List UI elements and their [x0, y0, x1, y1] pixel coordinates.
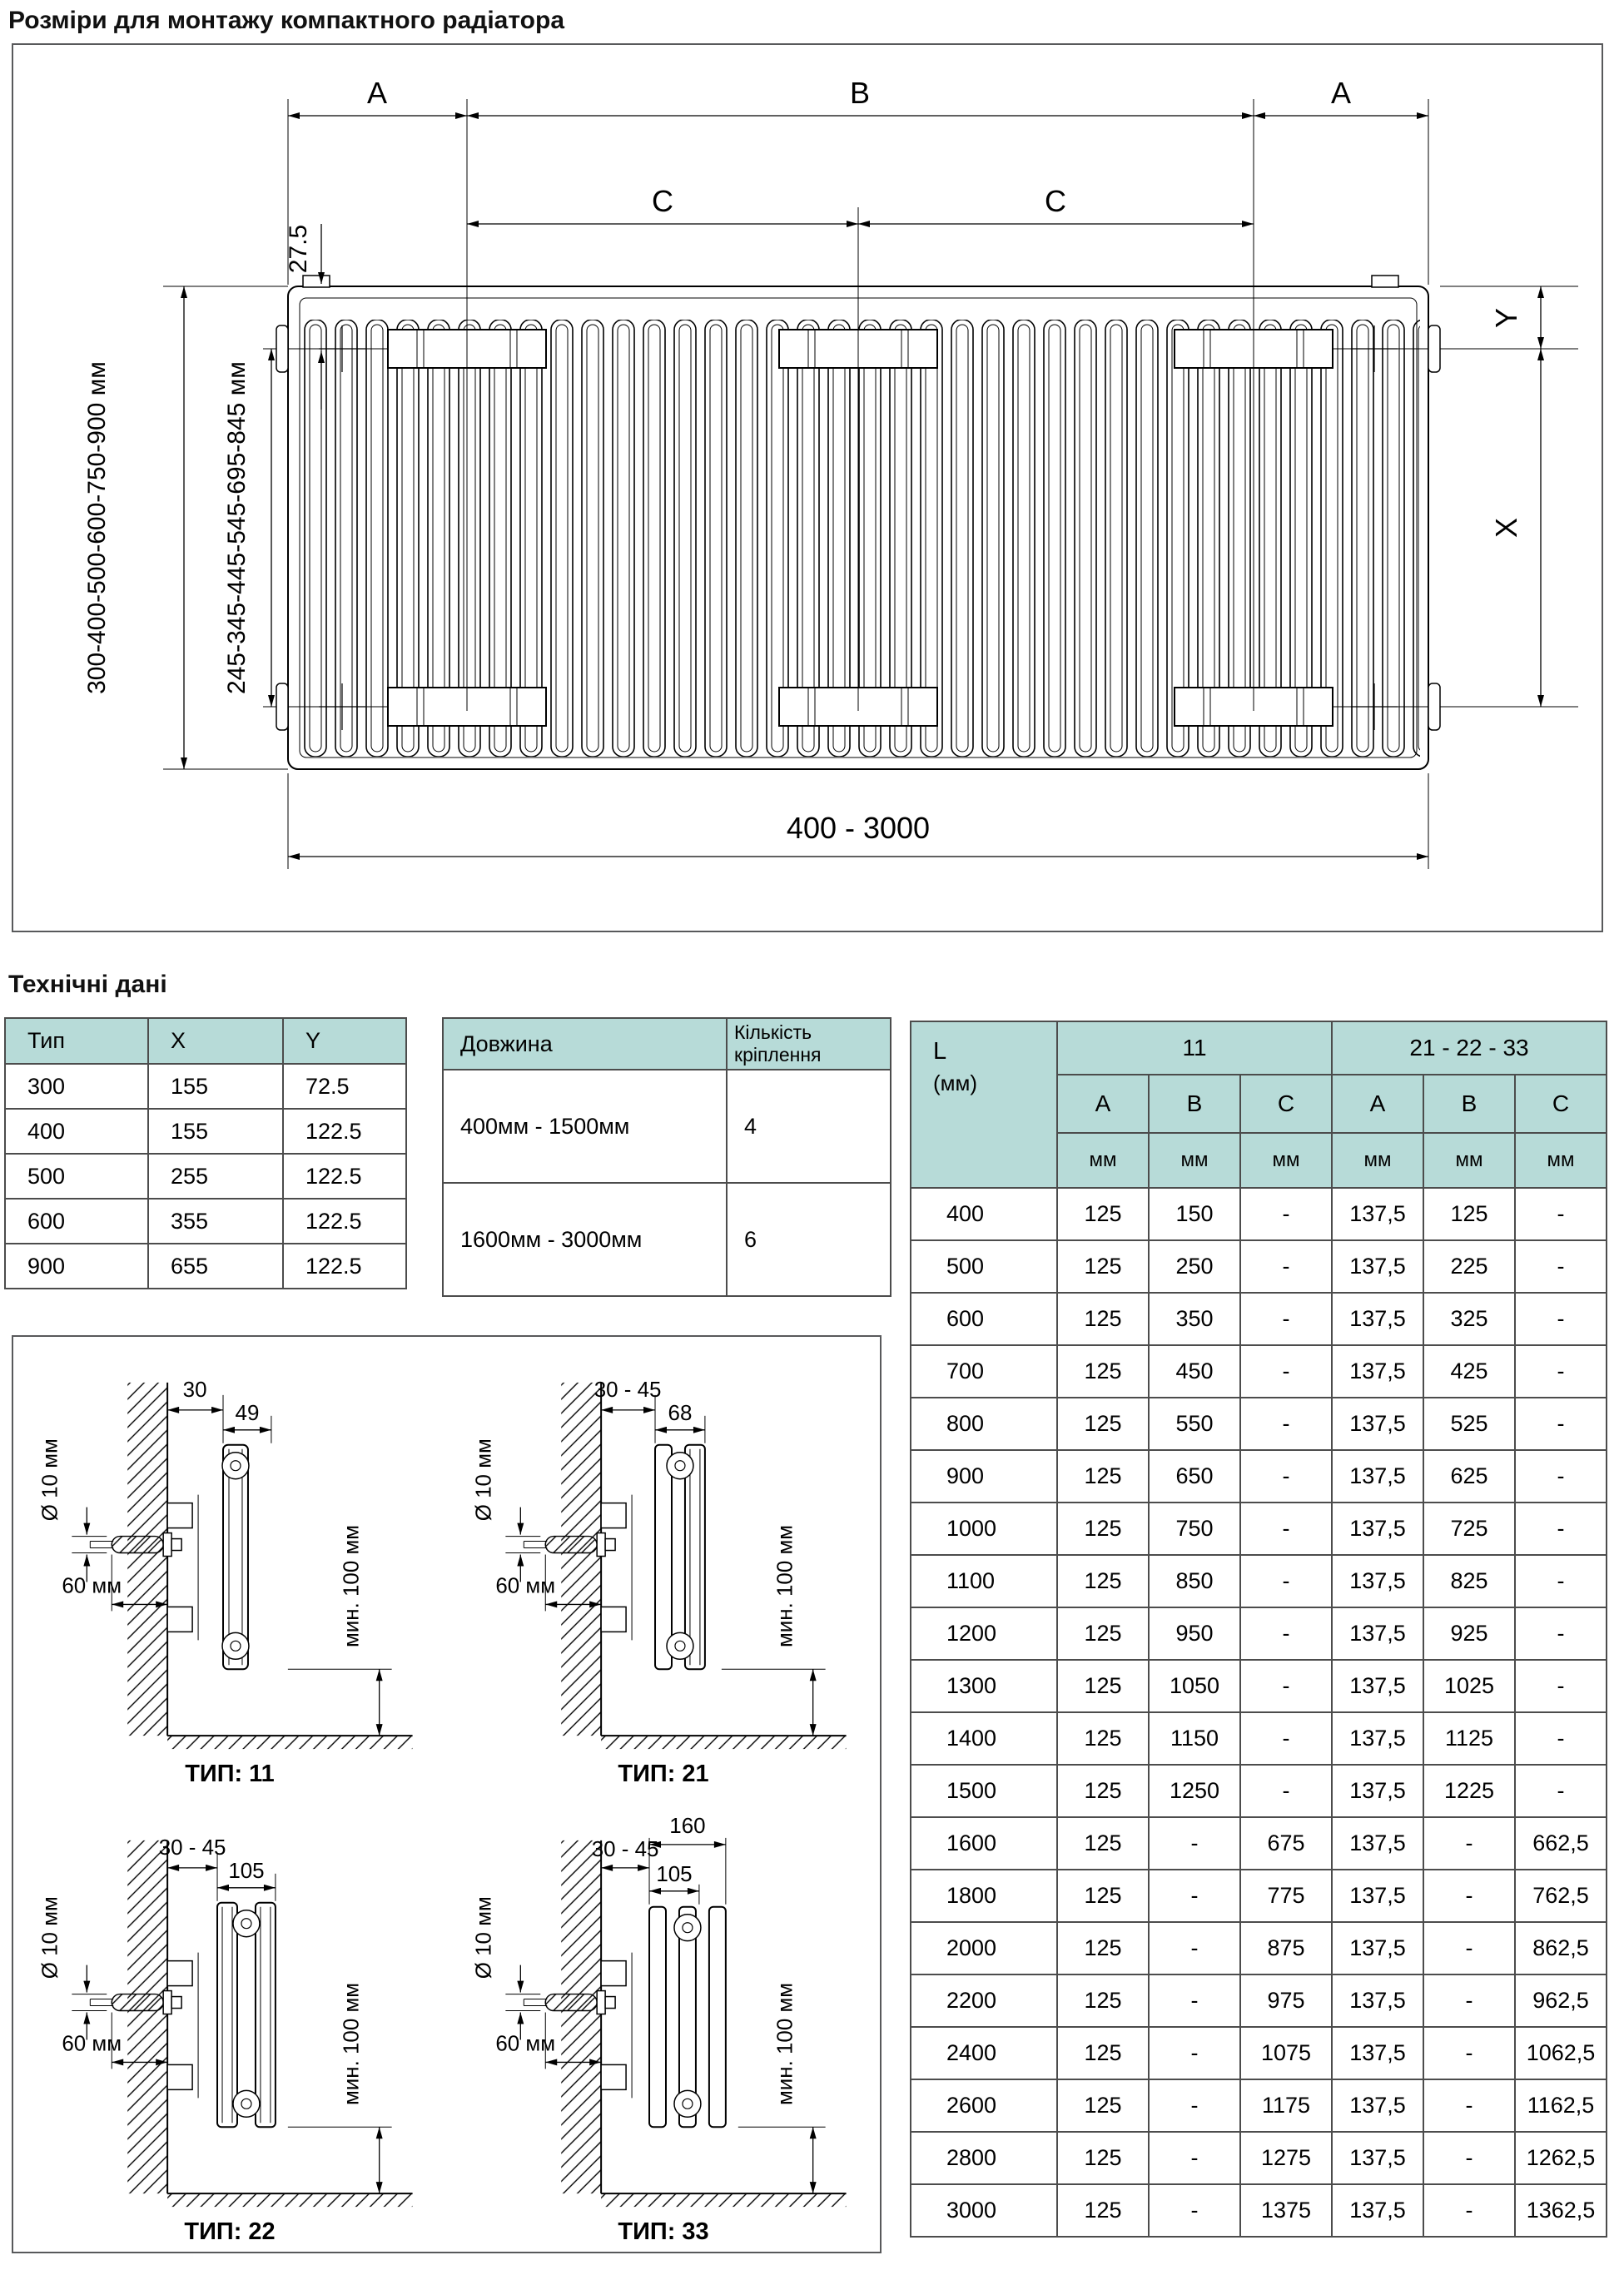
cell: - [1149, 1974, 1240, 2027]
cell: 137,5 [1332, 1240, 1423, 1293]
table-row [911, 1870, 1607, 1922]
cell: 155 [148, 1064, 283, 1109]
radiator-dimension-drawing [12, 43, 1603, 932]
cell: 950 [1149, 1607, 1240, 1660]
anchor-depth-label: 60 мм [62, 1574, 122, 1598]
cell: 1125 [1423, 1712, 1515, 1765]
depth-label: 160 [668, 1814, 706, 1838]
unit-mm: мм [1332, 1133, 1423, 1188]
cell: 1000 [911, 1503, 1057, 1555]
table-row [911, 1817, 1607, 1870]
col-b2: B [1423, 1075, 1515, 1133]
dim-height-range [83, 286, 184, 769]
cell: 1275 [1240, 2132, 1332, 2184]
table-row [911, 1922, 1607, 1974]
cell: 137,5 [1332, 1293, 1423, 1345]
cell: - [1515, 1712, 1607, 1765]
cell: 6 [727, 1183, 891, 1296]
table-row [911, 1974, 1607, 2027]
cell: 1062,5 [1515, 2027, 1607, 2079]
cell: 155 [148, 1109, 283, 1154]
cell: - [1515, 1398, 1607, 1450]
cell: 1162,5 [1515, 2079, 1607, 2132]
group-header-row [911, 1021, 1607, 1075]
cell: 125 [1057, 2027, 1149, 2079]
cell: 1400 [911, 1712, 1057, 1765]
cell: 125 [1057, 1974, 1149, 2027]
section-title-tech-data: Технічні дані [8, 971, 167, 998]
group-header-11: 11 [1057, 1021, 1332, 1075]
cell: 137,5 [1332, 2027, 1423, 2079]
cell: - [1515, 1345, 1607, 1398]
cell: 137,5 [1332, 1607, 1423, 1660]
cell: 925 [1423, 1607, 1515, 1660]
cell: 137,5 [1332, 1398, 1423, 1450]
cell: 225 [1423, 1240, 1515, 1293]
cell: 125 [1057, 1503, 1149, 1555]
type-label: ТИП: 21 [617, 1761, 709, 1788]
floor-clearance-label: мин. 100 мм [340, 1982, 364, 2105]
unit-mm: мм [1240, 1133, 1332, 1188]
table-row [5, 1109, 406, 1154]
col-header-fixings: Кількість кріплення [727, 1018, 891, 1070]
col-header-l [911, 1021, 1057, 1188]
fixing-count-table [442, 1017, 891, 1297]
cell: 1250 [1149, 1765, 1240, 1817]
cell: - [1423, 1922, 1515, 1974]
cell: 125 [1057, 1345, 1149, 1398]
table-row [911, 1398, 1607, 1450]
cell: - [1149, 1922, 1240, 1974]
cell: 137,5 [1332, 1974, 1423, 2027]
cell: 125 [1057, 1450, 1149, 1503]
cell: 72.5 [283, 1064, 406, 1109]
dim-label-c-left: C [652, 184, 673, 218]
radiator-front-view [13, 45, 1602, 931]
table-row [911, 1660, 1607, 1712]
table-row [911, 2079, 1607, 2132]
cell: - [1240, 1188, 1332, 1240]
cell: 137,5 [1332, 1712, 1423, 1765]
cell: 400мм - 1500мм [443, 1070, 727, 1183]
cell: 962,5 [1515, 1974, 1607, 2027]
cell: 3000 [911, 2184, 1057, 2237]
cell: - [1149, 2079, 1240, 2132]
cell: - [1240, 1660, 1332, 1712]
cell: - [1515, 1240, 1607, 1293]
cell: 825 [1423, 1555, 1515, 1607]
col-header-y: Y [283, 1018, 406, 1064]
cell: - [1240, 1240, 1332, 1293]
table-row [911, 1503, 1607, 1555]
cell: 975 [1240, 1974, 1332, 2027]
l-dimension-table [910, 1021, 1607, 2238]
cell: 1800 [911, 1870, 1057, 1922]
dim-label-a-right: A [1330, 76, 1352, 110]
fixing-table-body [443, 1070, 891, 1296]
cell: 255 [148, 1154, 283, 1199]
table-row [5, 1199, 406, 1244]
radiator-section [90, 1445, 249, 1670]
cell: - [1515, 1503, 1607, 1555]
wall [561, 1383, 846, 1749]
cell: - [1515, 1765, 1607, 1817]
cell: 1225 [1423, 1765, 1515, 1817]
cell: 875 [1240, 1922, 1332, 1974]
cell: 600 [911, 1293, 1057, 1345]
cell: 675 [1240, 1817, 1332, 1870]
cell: 137,5 [1332, 1345, 1423, 1398]
cell: 2400 [911, 2027, 1057, 2079]
cell: 900 [5, 1244, 148, 1289]
cell: 125 [1057, 2132, 1149, 2184]
col-header-type: Тип [5, 1018, 148, 1064]
dim-row-cc [467, 184, 1254, 224]
mount-drawing-type-22 [13, 1795, 446, 2252]
cell: 137,5 [1332, 1765, 1423, 1817]
hole-diameter-label: Ø 10 мм [38, 1895, 62, 1979]
dim-label-a-left: A [366, 76, 388, 110]
cell: - [1240, 1398, 1332, 1450]
floor-clearance-label: мин. 100 мм [773, 1524, 797, 1648]
cell: - [1240, 1450, 1332, 1503]
dim-mount-range [223, 349, 271, 707]
cell: 4 [727, 1070, 891, 1183]
cell: 137,5 [1332, 1450, 1423, 1503]
dim-label-b: B [849, 76, 871, 110]
mount-drawing-type-33 [447, 1795, 880, 2252]
col-a2: A [1332, 1075, 1423, 1133]
table-row [911, 1555, 1607, 1607]
cell: 1025 [1423, 1660, 1515, 1712]
cell: 655 [148, 1244, 283, 1289]
mount-drawing-type-21 [447, 1337, 880, 1794]
cell: 900 [911, 1450, 1057, 1503]
type-label: ТИП: 11 [185, 1761, 275, 1788]
cell: 137,5 [1332, 1660, 1423, 1712]
cell: 122.5 [283, 1244, 406, 1289]
cell: - [1423, 1870, 1515, 1922]
cell: 125 [1423, 1188, 1515, 1240]
cell: - [1240, 1345, 1332, 1398]
cell: 125 [1057, 1240, 1149, 1293]
cell: 137,5 [1332, 1503, 1423, 1555]
table-row [911, 1188, 1607, 1240]
unit-mm: мм [1423, 1133, 1515, 1188]
table-row [911, 2027, 1607, 2079]
l-unit: (мм) [933, 1070, 978, 1095]
col-b1: B [1149, 1075, 1240, 1133]
cell: 1600мм - 3000мм [443, 1183, 727, 1296]
mount-drawing-type-11 [13, 1337, 446, 1794]
table-row [911, 2132, 1607, 2184]
cell: 125 [1057, 2079, 1149, 2132]
cell: 2800 [911, 2132, 1057, 2184]
hole-diameter-label: Ø 10 мм [38, 1438, 62, 1522]
cell: - [1515, 1293, 1607, 1345]
cell: 450 [1149, 1345, 1240, 1398]
dim-label-27-5: 27.5 [285, 224, 312, 274]
cell: - [1423, 1817, 1515, 1870]
unit-mm: мм [1057, 1133, 1149, 1188]
cell: - [1515, 1188, 1607, 1240]
cell: 800 [911, 1398, 1057, 1450]
col-c1: C [1240, 1075, 1332, 1133]
cell: - [1149, 1870, 1240, 1922]
anchor-depth-label: 60 мм [62, 2031, 122, 2055]
table-header-row [443, 1018, 891, 1070]
depth-label: 49 [235, 1401, 260, 1425]
cell: 1500 [911, 1765, 1057, 1817]
cell: - [1240, 1607, 1332, 1660]
cell: - [1240, 1503, 1332, 1555]
table-row [911, 2184, 1607, 2237]
type-label: ТИП: 33 [617, 2218, 709, 2245]
cell: - [1515, 1555, 1607, 1607]
cell: 750 [1149, 1503, 1240, 1555]
cell: - [1423, 1974, 1515, 2027]
cell: 150 [1149, 1188, 1240, 1240]
dim-label-y: Y [1489, 307, 1523, 329]
cell: - [1423, 2132, 1515, 2184]
cell: 1100 [911, 1555, 1057, 1607]
table-row [911, 1240, 1607, 1293]
table-row [443, 1070, 891, 1183]
wall-gap-label: 30 - 45 [591, 1837, 658, 1861]
col-header-x: X [148, 1018, 283, 1064]
cell: 125 [1057, 1555, 1149, 1607]
cell: - [1423, 2079, 1515, 2132]
table-row [911, 1345, 1607, 1398]
cell: 1050 [1149, 1660, 1240, 1712]
cell: 350 [1149, 1293, 1240, 1345]
dim-xy [1489, 286, 1541, 707]
dimensions [38, 1378, 391, 1736]
depth-label: 105 [228, 1859, 265, 1883]
wall-gap-label: 30 [182, 1378, 207, 1402]
cell: 137,5 [1332, 1870, 1423, 1922]
cell: 1600 [911, 1817, 1057, 1870]
cell: 125 [1057, 1870, 1149, 1922]
cell: 662,5 [1515, 1817, 1607, 1870]
cell: 250 [1149, 1240, 1240, 1293]
cell: 1075 [1240, 2027, 1332, 2079]
cell: 137,5 [1332, 1922, 1423, 1974]
table-row [911, 1607, 1607, 1660]
cell: 122.5 [283, 1154, 406, 1199]
table-header-row [5, 1018, 406, 1064]
cell: 122.5 [283, 1109, 406, 1154]
col-header-length: Довжина [443, 1018, 727, 1070]
cell: 1150 [1149, 1712, 1240, 1765]
cell: 1362,5 [1515, 2184, 1607, 2237]
cell: 125 [1057, 1660, 1149, 1712]
cell: - [1149, 2184, 1240, 2237]
cell: 137,5 [1332, 1817, 1423, 1870]
dim-length [288, 811, 1428, 857]
cell: 400 [5, 1109, 148, 1154]
cell: 125 [1057, 1765, 1149, 1817]
depth-label: 68 [668, 1401, 692, 1425]
cell: 550 [1149, 1398, 1240, 1450]
cell: 2200 [911, 1974, 1057, 2027]
cell: 125 [1057, 1712, 1149, 1765]
cell: 625 [1423, 1450, 1515, 1503]
cell: 850 [1149, 1555, 1240, 1607]
cell: 500 [5, 1154, 148, 1199]
cell: 1262,5 [1515, 2132, 1607, 2184]
dim-label-x: X [1489, 517, 1523, 539]
cell: 300 [5, 1064, 148, 1109]
hole-diameter-label: Ø 10 мм [471, 1895, 495, 1979]
cell: 137,5 [1332, 1188, 1423, 1240]
table-row [5, 1064, 406, 1109]
table-row [443, 1183, 891, 1296]
dim-label-c-right: C [1045, 184, 1066, 218]
cell: - [1149, 2027, 1240, 2079]
cell: - [1149, 2132, 1240, 2184]
cell: 775 [1240, 1870, 1332, 1922]
cell: 2000 [911, 1922, 1057, 1974]
cell: 725 [1423, 1503, 1515, 1555]
cell: 125 [1057, 1817, 1149, 1870]
unit-mm: мм [1149, 1133, 1240, 1188]
anchor-depth-label: 60 мм [494, 1574, 555, 1598]
cell: 2600 [911, 2079, 1057, 2132]
cell: 400 [911, 1188, 1057, 1240]
mounting-types-panel [12, 1335, 882, 2253]
type-xy-table [4, 1017, 407, 1289]
col-a1: A [1057, 1075, 1149, 1133]
cell: 1375 [1240, 2184, 1332, 2237]
cell: 650 [1149, 1450, 1240, 1503]
cell: - [1240, 1765, 1332, 1817]
cell: - [1423, 2184, 1515, 2237]
cell: - [1240, 1712, 1332, 1765]
mount-range-label: 245-345-445-545-695-845 мм [223, 361, 251, 694]
cell: 137,5 [1332, 2132, 1423, 2184]
dimensions [38, 1835, 391, 2193]
cell: 137,5 [1332, 2079, 1423, 2132]
height-range-label: 300-400-500-600-750-900 мм [83, 361, 111, 694]
unit-mm: мм [1515, 1133, 1607, 1188]
cell: 125 [1057, 2184, 1149, 2237]
col-c2: C [1515, 1075, 1607, 1133]
l-label: L [933, 1038, 947, 1065]
table-row [911, 1765, 1607, 1817]
cell: 125 [1057, 1398, 1149, 1450]
floor-clearance-label: мин. 100 мм [340, 1524, 364, 1648]
floor-clearance-label: мин. 100 мм [773, 1982, 797, 2105]
cell: 125 [1057, 1607, 1149, 1660]
cell: 137,5 [1332, 2184, 1423, 2237]
type-table-body [5, 1064, 406, 1289]
cell: 1200 [911, 1607, 1057, 1660]
cell: 600 [5, 1199, 148, 1244]
cell: 122.5 [283, 1199, 406, 1244]
table-row [5, 1154, 406, 1199]
hole-diameter-label: Ø 10 мм [471, 1438, 495, 1522]
wall-gap-label: 30 - 45 [158, 1835, 226, 1860]
group-header-21-22-33: 21 - 22 - 33 [1332, 1021, 1607, 1075]
length-range-label: 400 - 3000 [786, 811, 931, 845]
depth-inner-label: 105 [655, 1862, 693, 1886]
cell: - [1240, 1555, 1332, 1607]
dim-row-aba [288, 76, 1428, 116]
cell: 125 [1057, 1293, 1149, 1345]
cell: - [1515, 1450, 1607, 1503]
page-title: Розміри для монтажу компактного радіатора [8, 7, 564, 34]
wall [561, 1840, 846, 2206]
cell: 1175 [1240, 2079, 1332, 2132]
anchor-depth-label: 60 мм [494, 2031, 555, 2055]
cell: - [1240, 1293, 1332, 1345]
table-row [911, 1712, 1607, 1765]
wall-gap-label: 30 - 45 [593, 1378, 661, 1402]
cell: 325 [1423, 1293, 1515, 1345]
cell: 862,5 [1515, 1922, 1607, 1974]
cell: 125 [1057, 1922, 1149, 1974]
cell: 525 [1423, 1398, 1515, 1450]
cell: 762,5 [1515, 1870, 1607, 1922]
cell: 137,5 [1332, 1555, 1423, 1607]
cell: - [1423, 2027, 1515, 2079]
cell: - [1515, 1660, 1607, 1712]
cell: 700 [911, 1345, 1057, 1398]
table-row [5, 1244, 406, 1289]
radiator-section [524, 1445, 705, 1670]
dimensions [472, 1378, 825, 1736]
l-table-body [911, 1188, 1607, 2237]
radiator-section [90, 1902, 276, 2127]
cell: 125 [1057, 1188, 1149, 1240]
cell: 425 [1423, 1345, 1515, 1398]
cell: - [1515, 1607, 1607, 1660]
wall [127, 1383, 412, 1749]
cell: 1300 [911, 1660, 1057, 1712]
radiator-section [524, 1906, 726, 2127]
cell: 500 [911, 1240, 1057, 1293]
type-label: ТИП: 22 [184, 2218, 276, 2245]
table-row [911, 1293, 1607, 1345]
table-row [911, 1450, 1607, 1503]
cell: 355 [148, 1199, 283, 1244]
cell: - [1149, 1817, 1240, 1870]
